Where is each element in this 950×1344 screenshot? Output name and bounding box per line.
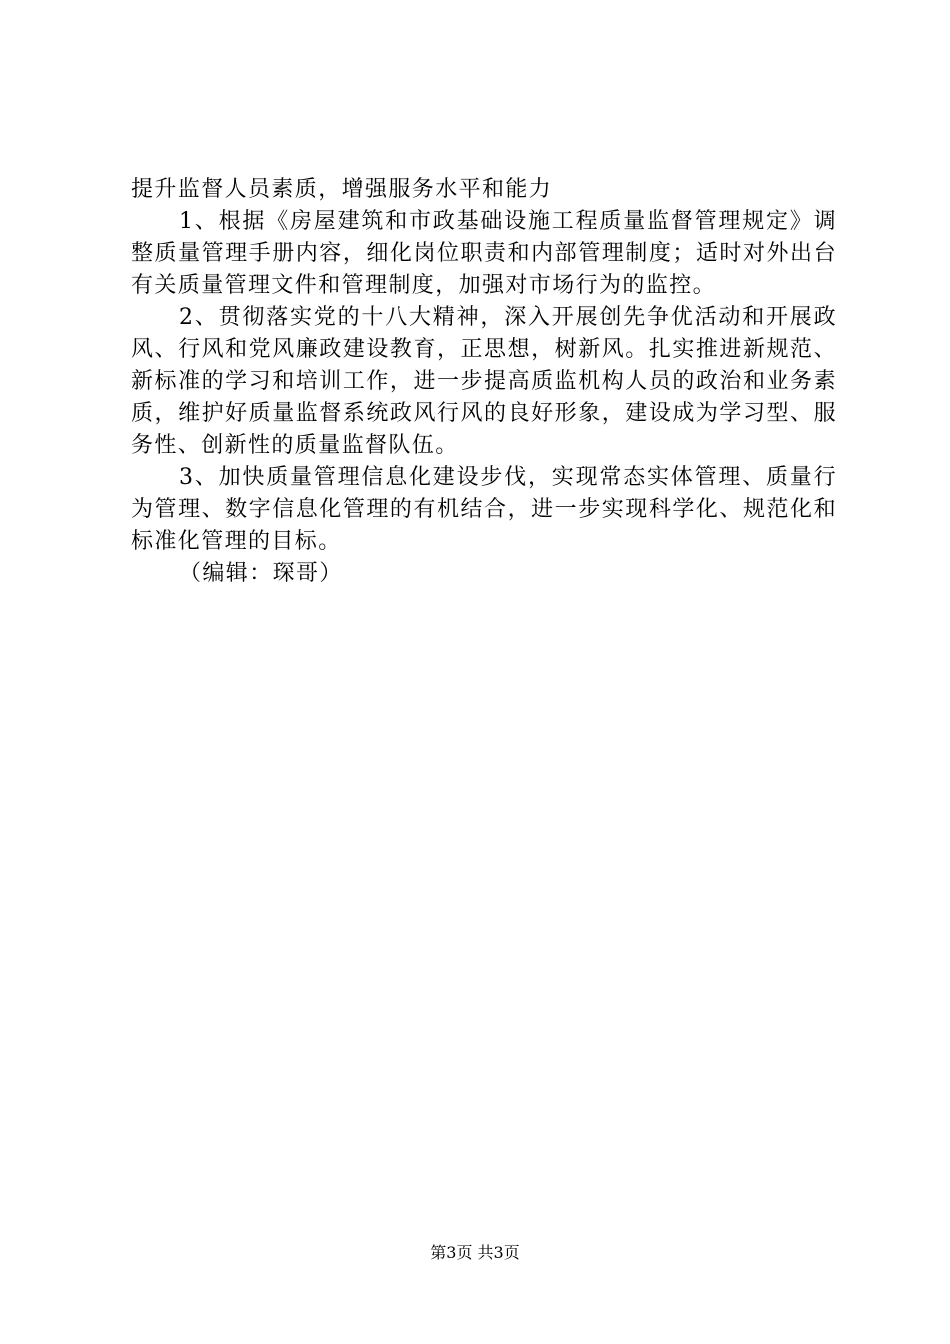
editor-note: （编辑：琛哥） <box>179 561 343 586</box>
page-number-footer: 第3页 共3页 <box>430 1243 520 1262</box>
paragraph-3: 3、加快质量管理信息化建设步伐，实现常态实体管理、质量行为管理、数字信息化管理的有机结合，进一步实现科学化、规范化和标准化管理的目标。 <box>131 465 837 554</box>
paragraph-2: 2、贯彻落实党的十八大精神，深入开展创先争优活动和开展政风、行风和党风廉政建设教育，正思想，树新风。扎实推进新规范、新标准的学习和培训工作，进一步提高质监机构人员的政治和业务素质，维护好质量监督系统政风行风的良好形象，建设成为学习型、服务性、创新性的质量监督队伍。 <box>131 305 837 458</box>
section-heading: 提升监督人员素质，增强服务水平和能力 <box>131 177 553 202</box>
paragraph-1: 1、根据《房屋建筑和市政基础设施工程质量监督管理规定》调整质量管理手册内容，细化岗位职责和内部管理制度；适时对外出台有关质量管理文件和管理制度，加强对市场行为的监控。 <box>131 209 837 298</box>
document-body <box>131 174 837 590</box>
